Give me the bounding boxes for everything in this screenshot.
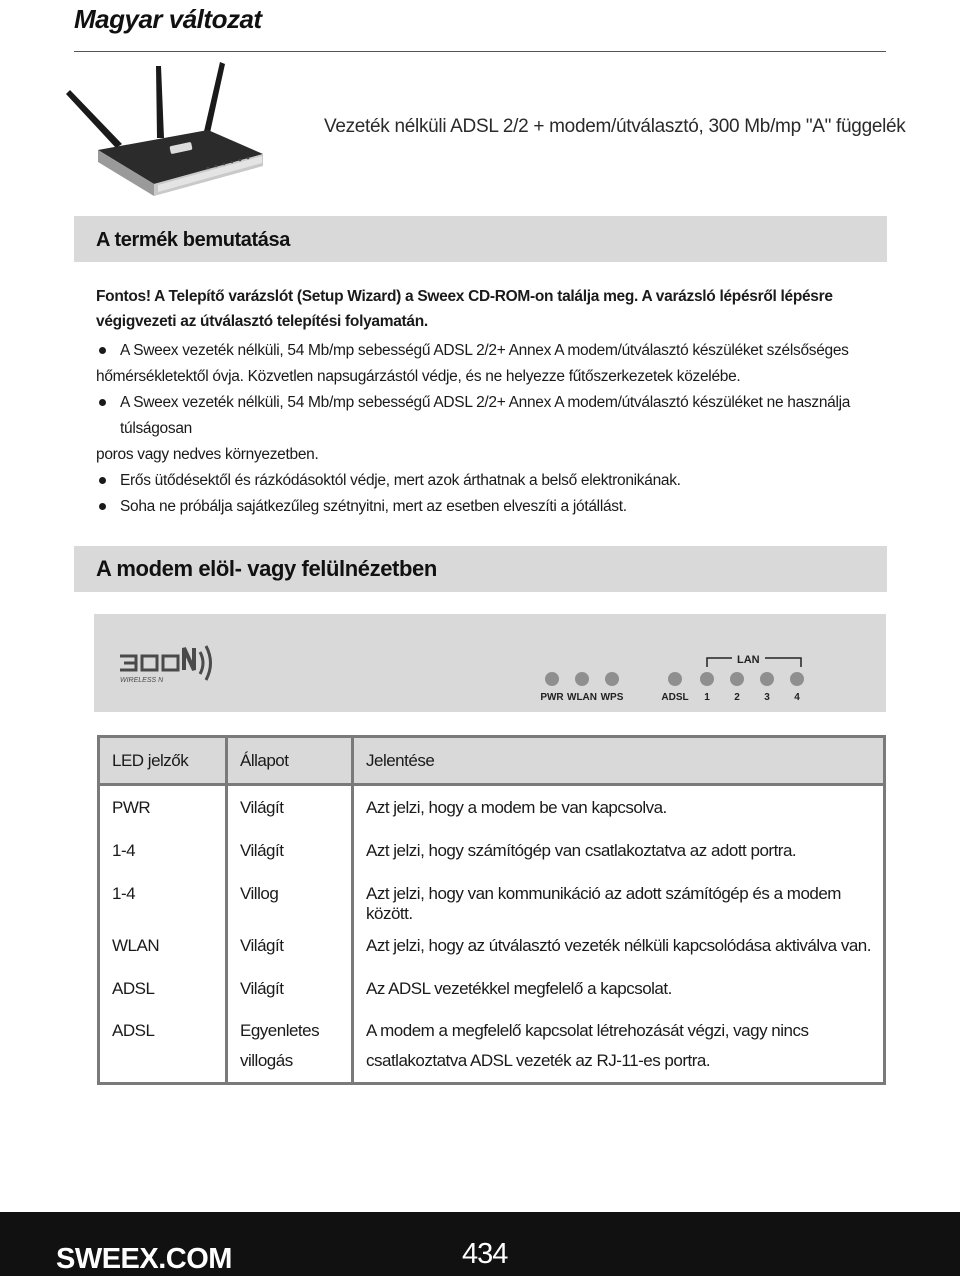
table-cell: Azt jelzi, hogy számítógép van csatlakoztatva az adott portra. <box>353 829 885 872</box>
list-item <box>96 338 886 390</box>
led-label-wps: WPS <box>600 692 624 703</box>
table-cell: Világít <box>227 785 353 830</box>
led-label-2: 2 <box>734 692 740 703</box>
page-footer <box>0 1212 960 1276</box>
led-pwr <box>545 672 559 686</box>
table-row <box>99 967 885 1010</box>
list-item-text-continued: poros vagy nedves környezetben. <box>96 446 319 463</box>
table-cell: Az ADSL vezetékkel megfelelő a kapcsolat. <box>353 967 885 1010</box>
list-item <box>96 494 886 520</box>
bullet-icon <box>99 503 106 510</box>
footer-brand: SWEEX.COM <box>56 1243 232 1275</box>
list-item <box>96 390 886 468</box>
column-header: LED jelzők <box>99 737 227 785</box>
table-cell: Világít <box>227 924 353 967</box>
led-wps <box>605 672 619 686</box>
led-label-4: 4 <box>794 692 800 703</box>
table-cell: A modem a megfelelő kapcsolat létrehozását végzi, vagy nincs csatlakoztatva ADSL vezeték az RJ-11-es portra. <box>353 1010 885 1084</box>
table-row <box>99 1010 885 1084</box>
table-row <box>99 924 885 967</box>
table-cell: Villog <box>227 872 353 924</box>
table-cell: 1-4 <box>99 829 227 872</box>
led-lan-1 <box>700 672 714 686</box>
list-item-text-continued: hőmérsékletektől óvja. Közvetlen napsugárzástól védje, és ne helyezze fűtőszerkezetek közelébe. <box>96 368 741 385</box>
section-heading: A termék bemutatása <box>96 229 290 251</box>
300n-wireless-logo <box>114 632 224 694</box>
lan-label: LAN <box>732 654 765 666</box>
page-title: Magyar változat <box>74 4 262 34</box>
led-adsl <box>668 672 682 686</box>
led-lan-2 <box>730 672 744 686</box>
led-label-1: 1 <box>704 692 710 703</box>
router-antenna-left <box>66 90 122 148</box>
modem-front-panel <box>94 614 886 712</box>
led-lan-4 <box>790 672 804 686</box>
table-header-row <box>99 737 885 785</box>
section-heading-bar <box>74 546 887 592</box>
table-cell: Azt jelzi, hogy van kommunikáció az adott számítógép és a modem között. <box>353 872 885 924</box>
table-row <box>99 829 885 872</box>
led-label-3: 3 <box>764 692 770 703</box>
important-note: Fontos! A Telepítő varázslót (Setup Wizard) a Sweex CD-ROM-on találja meg. A varázsló lépésről lépésre végigvezeti az útválasztó telepítési folyamatán. <box>96 288 833 330</box>
table-cell: 1-4 <box>99 872 227 924</box>
router-antenna-right <box>202 62 225 142</box>
column-header: Jelentése <box>353 737 885 785</box>
table-row <box>99 872 885 924</box>
bullet-icon <box>99 477 106 484</box>
section-heading-bar <box>74 216 887 262</box>
table-cell: ADSL <box>99 1010 227 1084</box>
list-item-text: Soha ne próbálja sajátkezűleg szétnyitni, mert az esetben elveszíti a jótállást. <box>120 498 627 515</box>
table-cell: Egyenletes villogás <box>227 1010 353 1084</box>
list-item-text: A Sweex vezeték nélküli, 54 Mb/mp sebességű ADSL 2/2+ Annex A modem/útválasztó készüléket ne használja túlságosan <box>120 394 851 437</box>
table-cell: PWR <box>99 785 227 830</box>
router-antenna-middle <box>156 66 164 138</box>
led-label-adsl: ADSL <box>661 692 689 703</box>
table-cell: ADSL <box>99 967 227 1010</box>
table-cell: Világít <box>227 967 353 1010</box>
table-cell: Azt jelzi, hogy az útválasztó vezeték nélküli kapcsolódása aktiválva van. <box>353 924 885 967</box>
list-item <box>96 468 886 494</box>
table-cell: Azt jelzi, hogy a modem be van kapcsolva. <box>353 785 885 830</box>
led-status-table <box>97 735 886 1085</box>
list-item-text: A Sweex vezeték nélküli, 54 Mb/mp sebességű ADSL 2/2+ Annex A modem/útválasztó készüléket szélsőséges <box>120 342 849 359</box>
bullet-icon <box>99 347 106 354</box>
led-label-pwr: PWR <box>540 692 564 703</box>
safety-bullet-list <box>96 338 886 520</box>
table-cell: WLAN <box>99 924 227 967</box>
bullet-icon <box>99 399 106 406</box>
table-cell: Világít <box>227 829 353 872</box>
page-number: 434 <box>462 1238 508 1270</box>
router-illustration <box>58 58 268 208</box>
section-heading: A modem elöl- vagy felülnézetben <box>96 556 437 581</box>
title-divider <box>74 51 886 52</box>
led-wlan <box>575 672 589 686</box>
column-header: Állapot <box>227 737 353 785</box>
logo-caption: WIRELESS N <box>120 677 164 684</box>
document-subtitle: Vezeték nélküli ADSL 2/2 + modem/útválasztó, 300 Mb/mp "A" függelék <box>324 116 906 137</box>
table-row <box>99 785 885 830</box>
led-label-wlan: WLAN <box>567 692 597 703</box>
list-item-text: Erős ütődésektől és rázkódásoktól védje, mert azok árthatnak a belső elektronikának. <box>120 472 681 489</box>
led-lan-3 <box>760 672 774 686</box>
